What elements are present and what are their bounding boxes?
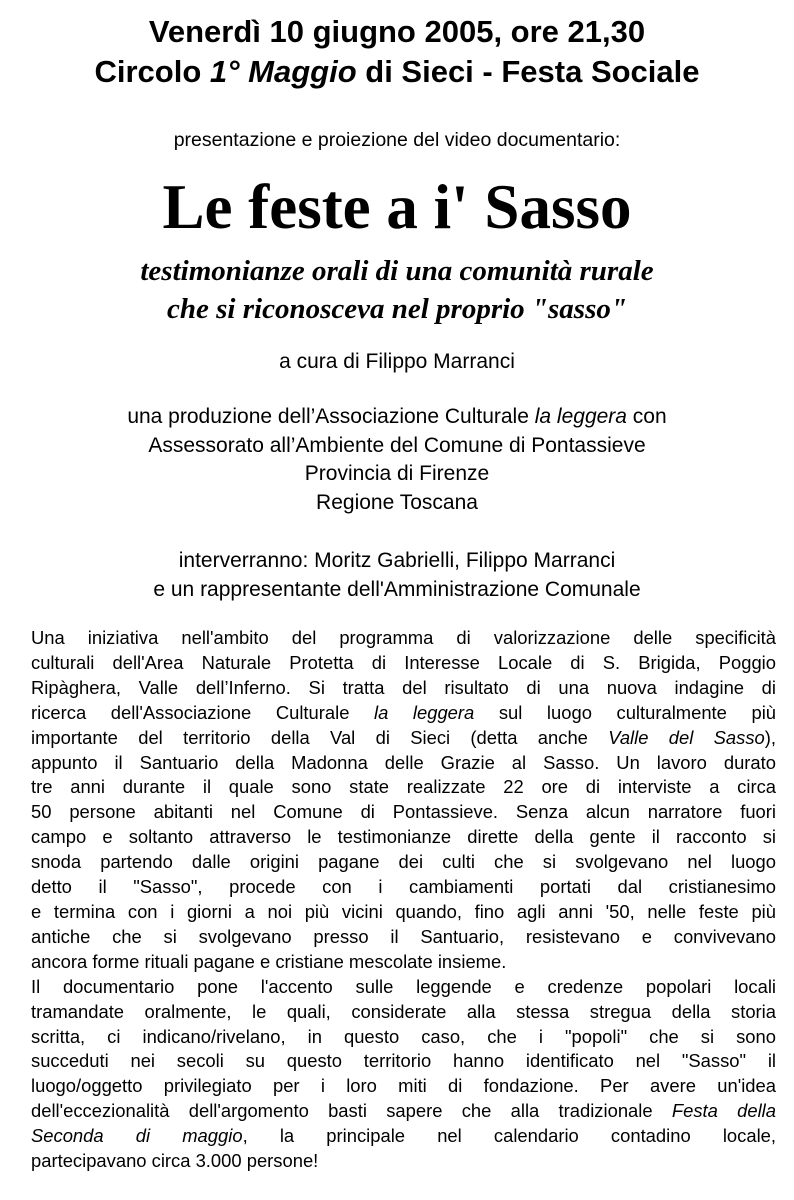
- body-line: snoda partendo dalle origini pagane dei culti che si svolgevano nel luogo: [31, 851, 776, 873]
- subtitle-line-1: testimonianze orali di una comunità rurale: [140, 255, 654, 287]
- body-text-run: sul luogo culturalmente più: [474, 701, 777, 723]
- event-place-heading: [0, 52, 794, 92]
- body-line: succeduti nei secoli su questo territorio hanno identificato nel "Sasso" il: [31, 1050, 776, 1072]
- body-line: [31, 1124, 776, 1149]
- event-place-prefix: Circolo: [94, 54, 210, 89]
- production-credits: [0, 403, 794, 517]
- body-line: appunto il Santuario della Madonna delle Grazie al Sasso. Un lavoro durato: [31, 751, 776, 773]
- body-text-run: ricerca dell'Associazione Culturale: [31, 701, 375, 723]
- body-line: campo e soltanto attraverso le testimonianze dirette della gente il racconto si: [31, 826, 776, 848]
- body-italic-run: Valle del Sasso: [608, 726, 765, 748]
- speakers-line-2: e un rappresentante dell'Amministrazione Comunale: [153, 577, 641, 601]
- body-text-run: dell'eccezionalità dell'argomento basti sapere che alla tradizionale: [31, 1100, 672, 1122]
- production-line-1-prefix: una produzione dell’Associazione Culturale: [127, 405, 535, 428]
- body-italic-run: Seconda di maggio: [31, 1125, 243, 1147]
- speakers-line-1: interverranno: Moritz Gabrielli, Filippo Marranci: [178, 549, 616, 572]
- body-text-run: , la principale nel calendario contadino locale,: [242, 1125, 776, 1147]
- documentary-subtitle: [0, 252, 794, 328]
- body-line: [31, 726, 776, 751]
- body-line: Il documentario pone l'accento sulle leggende e credenze popolari locali: [31, 975, 776, 997]
- body-line: detto il "Sasso", procede con i cambiamenti portati dal cristianesimo: [31, 876, 776, 898]
- body-line: e termina con i giorni a noi più vicini quando, fino agli anni '50, nelle feste più: [31, 900, 776, 922]
- speakers-list: [0, 547, 794, 604]
- body-line: partecipavano circa 3.000 persone!: [31, 1150, 319, 1172]
- curator-credit: a cura di Filippo Marranci: [279, 350, 515, 373]
- body-line: tre anni durante il quale sono state realizzate 22 ore di interviste a circa: [31, 776, 776, 798]
- event-date-heading: Venerdì 10 giugno 2005, ore 21,30: [148, 14, 646, 49]
- body-text-run: importante del territorio della Val di Sieci (detta anche: [31, 726, 609, 748]
- production-line-1: [0, 403, 794, 432]
- intro-line: presentazione e proiezione del video documentario:: [173, 129, 621, 151]
- production-line-4: Regione Toscana: [316, 490, 478, 514]
- body-line: scritta, ci indicano/rivelano, in questo caso, che i "popoli" che si sono: [31, 1025, 776, 1047]
- production-association-name: la leggera: [534, 405, 627, 428]
- subtitle-line-2: che si riconosceva nel proprio "sasso": [167, 293, 627, 325]
- body-text-run: ),: [764, 726, 776, 748]
- body-line: [31, 1099, 776, 1124]
- body-line: ancora forme rituali pagane e cristiane mescolate insieme.: [31, 950, 507, 972]
- body-line: tramandate oralmente, le quali, considerate alla stessa stregua della storia: [31, 1000, 776, 1022]
- documentary-title: Le feste a i' Sasso: [162, 172, 632, 242]
- body-line: antiche che si svolgevano presso il Santuario, resistevano e convivevano: [31, 925, 776, 947]
- production-line-2: Assessorato all’Ambiente del Comune di Pontassieve: [148, 433, 646, 457]
- body-line: culturali dell'Area Naturale Protetta di Interesse Locale di S. Brigida, Poggio: [31, 651, 776, 673]
- body-line: Ripàghera, Valle dell’Inferno. Si tratta del risultato di una nuova indagine di: [31, 676, 776, 698]
- body-line: [31, 701, 776, 726]
- description-paragraph: [31, 626, 776, 1174]
- body-line: Una iniziativa nell'ambito del programma di valorizzazione delle specificità: [31, 627, 776, 648]
- body-line: luogo/oggetto privilegiato per i loro miti di fondazione. Per avere un'idea: [31, 1075, 776, 1097]
- body-line: 50 persone abitanti nel Comune di Pontassieve. Senza alcun narratore fuori: [31, 801, 776, 823]
- production-line-3: Provincia di Firenze: [304, 462, 490, 485]
- event-place-circle-name: 1° Maggio: [209, 54, 357, 89]
- body-italic-run: Festa della: [671, 1100, 777, 1122]
- production-line-1-suffix: con: [626, 405, 667, 428]
- body-italic-run: la leggera: [374, 701, 475, 723]
- event-place-suffix: di Sieci - Festa Sociale: [356, 54, 700, 89]
